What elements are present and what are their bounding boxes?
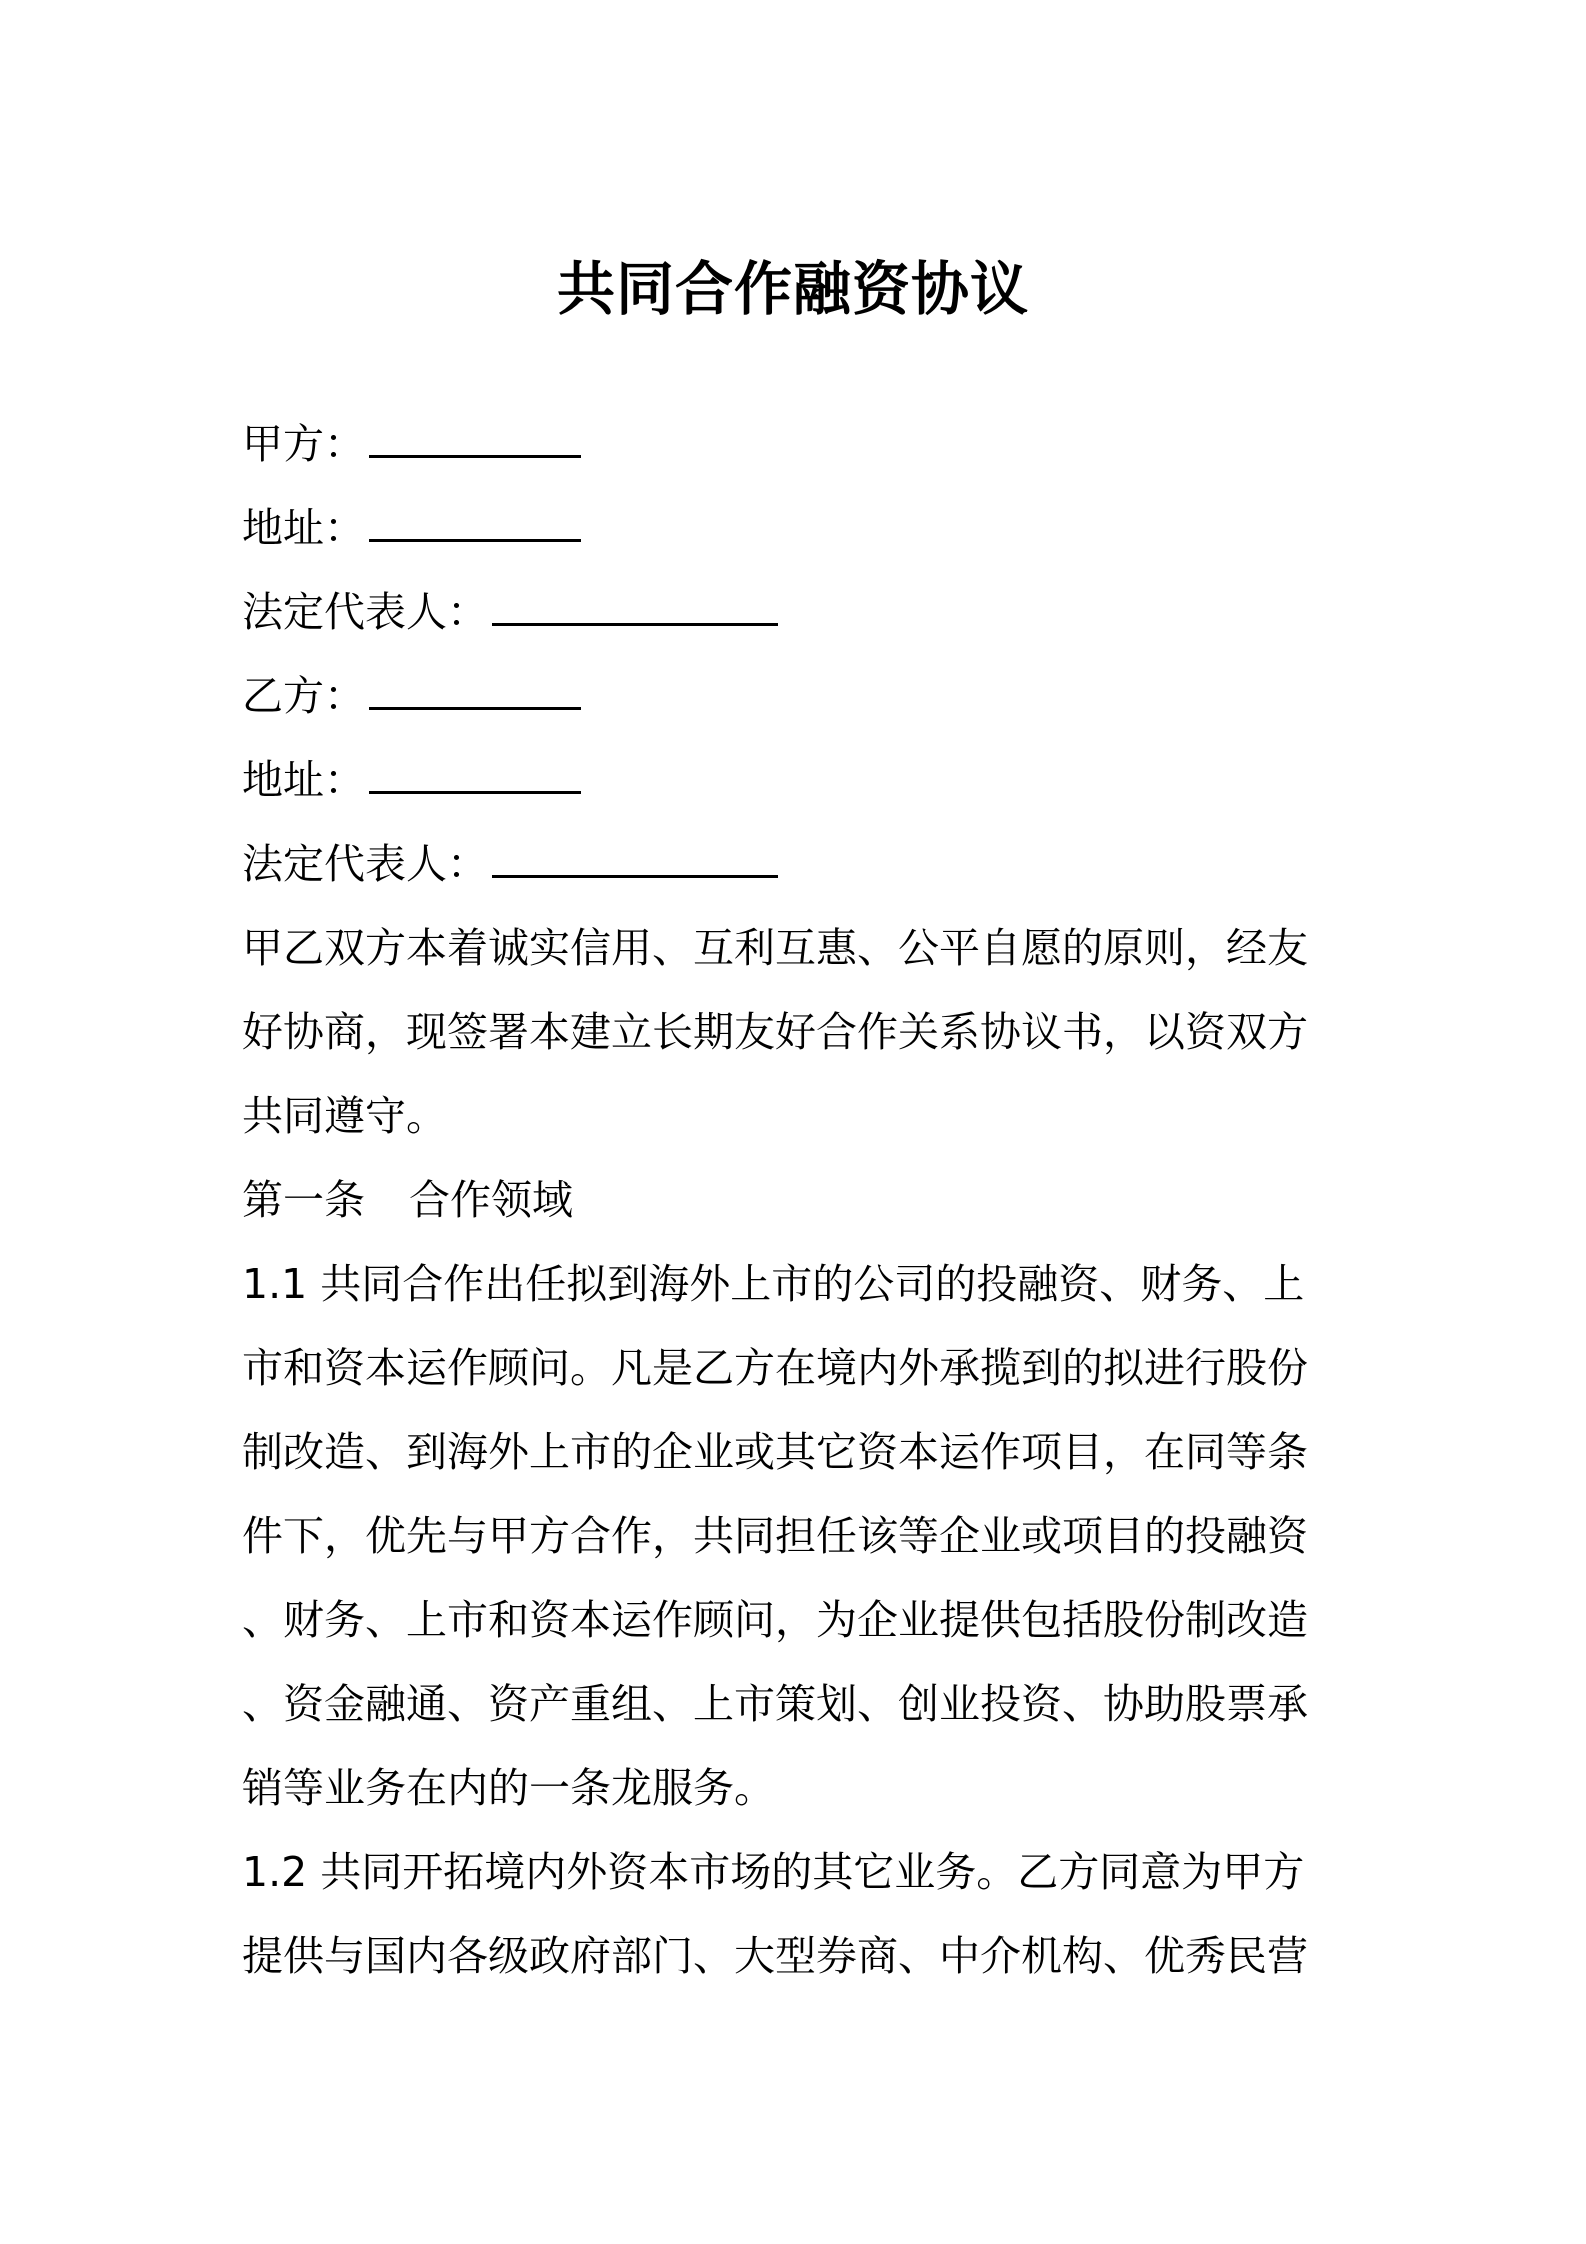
clause-1-1-line: 、资金融通、资产重组、上市策划、创业投资、协助股票承 bbox=[242, 1680, 1308, 1728]
party-b-representative-blank bbox=[492, 845, 778, 878]
party-b-address-blank bbox=[369, 761, 581, 794]
preamble-line: 共同遵守。 bbox=[242, 1092, 447, 1140]
party-b-label: 乙方： bbox=[242, 672, 365, 720]
party-a-representative-label: 法定代表人： bbox=[242, 588, 488, 636]
party-a-field bbox=[242, 402, 1362, 486]
party-a-address-field bbox=[242, 486, 1362, 570]
party-b-address-label: 地址： bbox=[242, 756, 365, 804]
article-1-title: 合作领域 bbox=[409, 1176, 573, 1224]
party-a-label: 甲方： bbox=[242, 420, 365, 468]
preamble-line: 好协商，现签署本建立长期友好合作关系协议书，以资双方 bbox=[242, 1008, 1308, 1056]
clause-1-1-line: 、财务、上市和资本运作顾问，为企业提供包括股份制改造 bbox=[242, 1596, 1308, 1644]
party-b-address-field bbox=[242, 738, 1362, 822]
document-body bbox=[242, 402, 1362, 1998]
clause-1-1-line: 销等业务在内的一条龙服务。 bbox=[242, 1764, 775, 1812]
clause-1-1-line: 制改造、到海外上市的企业或其它资本运作项目，在同等条 bbox=[242, 1428, 1308, 1476]
party-a-representative-blank bbox=[492, 593, 778, 626]
document-title: 共同合作融资协议 bbox=[556, 255, 1029, 323]
party-a-representative-field bbox=[242, 570, 1362, 654]
clause-1-1-line: 市和资本运作顾问。凡是乙方在境内外承揽到的拟进行股份 bbox=[242, 1344, 1308, 1392]
article-1-number: 第一条 bbox=[242, 1176, 365, 1224]
party-a-address-label: 地址： bbox=[242, 504, 365, 552]
clause-1-2-line: 1.2 共同开拓境内外资本市场的其它业务。乙方同意为甲方 bbox=[242, 1848, 1305, 1896]
party-b-representative-field bbox=[242, 822, 1362, 906]
clause-1-1-line: 1.1 共同合作出任拟到海外上市的公司的投融资、财务、上 bbox=[242, 1260, 1305, 1308]
party-a-address-blank bbox=[369, 509, 581, 542]
party-b-blank bbox=[369, 677, 581, 710]
preamble-line: 甲乙双方本着诚实信用、互利互惠、公平自愿的原则，经友 bbox=[242, 924, 1308, 972]
party-b-representative-label: 法定代表人： bbox=[242, 840, 488, 888]
party-a-blank bbox=[369, 425, 581, 458]
clause-1-2-line: 提供与国内各级政府部门、大型券商、中介机构、优秀民营 bbox=[242, 1932, 1308, 1980]
clause-1-1-line: 件下，优先与甲方合作，共同担任该等企业或项目的投融资 bbox=[242, 1512, 1308, 1560]
party-b-field bbox=[242, 654, 1362, 738]
article-1-heading bbox=[242, 1158, 1362, 1242]
